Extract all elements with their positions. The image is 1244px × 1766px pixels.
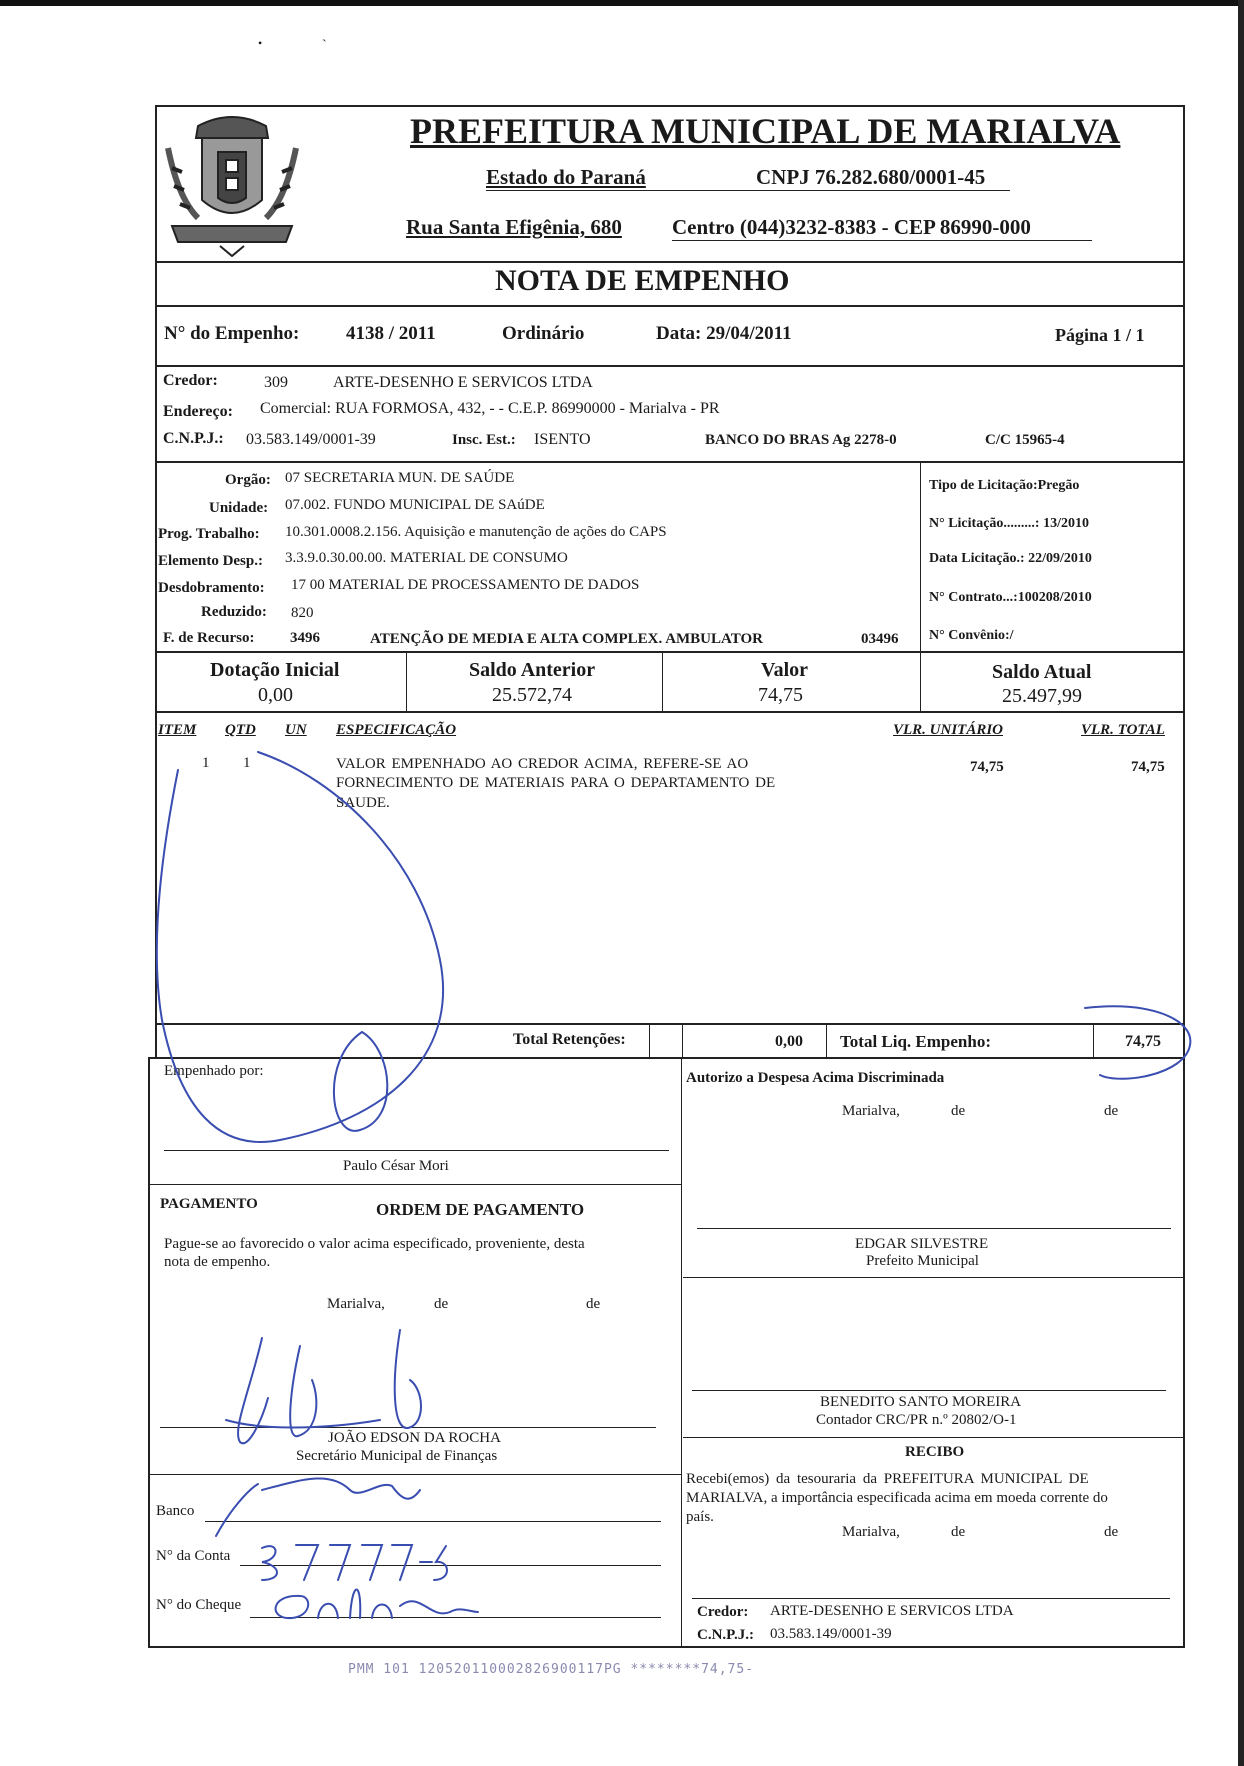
empenhado-section-divider [150, 1184, 681, 1185]
scan-speck: ` [322, 38, 327, 53]
valor-value: 74,75 [758, 684, 803, 706]
dotacao-divider [920, 463, 921, 651]
empenho-type: Ordinário [502, 323, 585, 344]
municipality-cnpj: CNPJ 76.282.680/0001-45 [756, 165, 986, 189]
recibo-text-line: país. [686, 1509, 714, 1525]
scan-border-right [1238, 0, 1244, 1766]
conta-label: N° da Conta [156, 1548, 231, 1564]
state-underline [486, 190, 1010, 191]
total-liquido-label: Total Liq. Empenho: [840, 1032, 991, 1051]
bank-account: C/C 15965-4 [985, 432, 1065, 448]
items-header-especificacao: ESPECIFICAÇÃO [336, 722, 457, 738]
values-divider [920, 653, 921, 711]
secretario-section-divider [150, 1474, 681, 1475]
saldo-anterior-value: 25.572,74 [492, 684, 572, 706]
authentication-print: PMM 101 120520110002826900117PG ********74,75- [348, 1662, 755, 1677]
scan-border-top [0, 0, 1244, 6]
recibo-de: de [1104, 1524, 1119, 1540]
cheque-field-line [250, 1617, 661, 1618]
prefeito-role: Prefeito Municipal [866, 1253, 979, 1269]
items-header-un: UN [285, 722, 307, 738]
page-indicator: Página 1 / 1 [1055, 325, 1145, 345]
items-header-item: ITEM [158, 722, 197, 738]
reduzido-label: Reduzido: [201, 604, 267, 620]
unidade-value: 07.002. FUNDO MUNICIPAL DE SAúDE [285, 497, 545, 513]
ordem-pagamento-title: ORDEM DE PAGAMENTO [376, 1200, 585, 1219]
fonte-recurso-label: F. de Recurso: [163, 630, 255, 646]
contador-role: Contador CRC/PR n.º 20802/O-1 [816, 1412, 1017, 1428]
item-total-value: 74,75 [1131, 759, 1165, 775]
empenhado-por-name: Paulo César Mori [343, 1158, 449, 1174]
item-quantity: 1 [243, 755, 251, 771]
item-unit-value: 74,75 [970, 759, 1004, 775]
empenho-date: Data: 29/04/2011 [656, 323, 792, 344]
lower-section-box [148, 1057, 1185, 1648]
pagamento-text-line: nota de empenho. [164, 1254, 271, 1270]
total-liquido-value: 74,75 [1125, 1033, 1161, 1050]
contador-name: BENEDITO SANTO MOREIRA [820, 1394, 1022, 1410]
values-divider [406, 653, 407, 711]
total-retencoes-label: Total Retenções: [513, 1031, 626, 1048]
item-number: 1 [202, 755, 210, 771]
contador-signature-line [692, 1390, 1166, 1391]
total-retencoes-value: 0,00 [775, 1033, 803, 1050]
document-title: NOTA DE EMPENHO [495, 264, 790, 297]
values-divider [662, 653, 663, 711]
municipality-address-rest: Centro (044)3232-8383 - CEP 86990-000 [672, 215, 1031, 239]
items-header-unit-value: VLR. UNITÁRIO [893, 722, 1004, 738]
recibo-text-line: MARIALVA, a importância especificada acima em moeda corrente do [686, 1490, 1108, 1506]
desdobramento-value: 17 00 MATERIAL DE PROCESSAMENTO DE DADOS [291, 577, 640, 593]
totals-divider [826, 1025, 827, 1057]
autorizo-label: Autorizo a Despesa Acima Discriminada [686, 1070, 945, 1086]
credor-cnpj: 03.583.149/0001-39 [246, 431, 376, 448]
scan-speck: • [258, 36, 263, 50]
orgao-value: 07 SECRETARIA MUN. DE SAÚDE [285, 470, 515, 486]
municipality-title: PREFEITURA MUNICIPAL DE MARIALVA [410, 111, 1121, 151]
credor-name: ARTE-DESENHO E SERVICOS LTDA [333, 374, 593, 391]
prefeito-name: EDGAR SILVESTRE [855, 1236, 989, 1252]
item-description-line: VALOR EMPENHADO AO CREDOR ACIMA, REFERE-SE AO [336, 756, 749, 772]
data-licitacao: Data Licitação.: 22/09/2010 [929, 551, 1092, 566]
banco-label: Banco [156, 1503, 195, 1519]
recibo-text-line: Recebi(emos) da tesouraria da PREFEITURA MUNICIPAL DE [686, 1471, 1089, 1487]
reduzido-value: 820 [291, 605, 314, 621]
empenhado-signature-line [164, 1150, 669, 1151]
prog-trabalho-value: 10.301.0008.2.156. Aquisição e manutenção de ações do CAPS [285, 524, 667, 540]
elemento-value: 3.3.9.0.30.00.00. MATERIAL DE CONSUMO [285, 550, 568, 566]
recibo-signature-line [692, 1598, 1170, 1599]
prefeito-section-divider [683, 1277, 1183, 1278]
items-header-total-value: VLR. TOTAL [1081, 722, 1165, 738]
recibo-cnpj: 03.583.149/0001-39 [770, 1626, 892, 1642]
pagamento-de: de [434, 1296, 449, 1312]
address-underline [672, 240, 1092, 241]
address-label: Endereço: [163, 403, 233, 420]
saldo-atual-label: Saldo Atual [992, 661, 1092, 683]
totals-box [155, 1023, 1185, 1059]
pagamento-text-line: Pague-se ao favorecido o valor acima especificado, proveniente, desta [164, 1236, 585, 1252]
empenhado-por-label: Empenhado por: [164, 1063, 264, 1079]
dotacao-inicial-value: 0,00 [258, 684, 293, 706]
pagamento-place: Marialva, [327, 1296, 385, 1312]
conta-field-line [240, 1565, 661, 1566]
elemento-label: Elemento Desp.: [158, 553, 263, 569]
credor-cnpj-label: C.N.P.J.: [163, 430, 224, 447]
empenho-number: 4138 / 2011 [346, 323, 436, 344]
bank-agency: BANCO DO BRAS Ag 2278-0 [705, 432, 897, 448]
tipo-licitacao: Tipo de Licitação:Pregão [929, 478, 1080, 493]
secretario-name: JOÃO EDSON DA ROCHA [328, 1430, 501, 1446]
lower-center-divider [681, 1059, 682, 1646]
unidade-label: Unidade: [209, 500, 269, 516]
pagamento-de: de [586, 1296, 601, 1312]
item-description-line: SAUDE. [336, 795, 390, 811]
secretario-role: Secretário Municipal de Finanças [296, 1448, 498, 1464]
recibo-credor-name: ARTE-DESENHO E SERVICOS LTDA [770, 1603, 1014, 1619]
credor-address: Comercial: RUA FORMOSA, 432, - - C.E.P. 86990000 - Marialva - PR [260, 400, 720, 417]
secretario-signature-line [160, 1427, 656, 1428]
credor-code: 309 [264, 374, 288, 391]
fonte-recurso-number: 03496 [861, 631, 899, 647]
totals-divider [1093, 1025, 1094, 1057]
banco-field-line [205, 1521, 661, 1522]
fonte-recurso-description: ATENÇÃO DE MEDIA E ALTA COMPLEX. AMBULATOR [370, 631, 763, 647]
pagamento-label: PAGAMENTO [160, 1196, 258, 1212]
autorizo-de: de [951, 1103, 966, 1119]
numero-licitacao: N° Licitação.........: 13/2010 [929, 516, 1089, 531]
saldo-anterior-label: Saldo Anterior [469, 659, 596, 681]
cheque-label: N° do Cheque [156, 1597, 242, 1613]
state-name: Estado do Paraná [486, 165, 646, 189]
state-registration: ISENTO [534, 431, 591, 448]
orgao-label: Orgão: [225, 472, 271, 488]
state-registration-label: Insc. Est.: [452, 432, 516, 448]
numero-convenio: N° Convênio:/ [929, 628, 1014, 643]
recibo-credor-label: Credor: [697, 1604, 749, 1620]
dotacao-inicial-label: Dotação Inicial [210, 659, 340, 681]
item-description-line: FORNECIMENTO DE MATERIAIS PARA O DEPARTAMENTO DE [336, 775, 776, 791]
recibo-place: Marialva, [842, 1524, 900, 1540]
recibo-cnpj-label: C.N.P.J.: [697, 1627, 754, 1643]
recibo-title: RECIBO [905, 1444, 965, 1460]
numero-contrato: N° Contrato...:100208/2010 [929, 590, 1092, 605]
totals-divider [682, 1025, 683, 1057]
totals-divider [649, 1025, 650, 1057]
saldo-atual-value: 25.497,99 [1002, 685, 1082, 707]
recibo-de: de [951, 1524, 966, 1540]
fonte-recurso-code: 3496 [290, 630, 320, 646]
valor-label: Valor [761, 659, 809, 681]
credor-label: Credor: [163, 372, 218, 389]
contador-section-divider [683, 1437, 1183, 1438]
municipality-address: Rua Santa Efigênia, 680 [406, 215, 622, 239]
prefeito-signature-line [697, 1228, 1171, 1229]
desdobramento-label: Desdobramento: [158, 580, 265, 596]
empenho-number-label: N° do Empenho: [164, 323, 300, 344]
autorizo-de: de [1104, 1103, 1119, 1119]
prog-trabalho-label: Prog. Trabalho: [158, 526, 260, 542]
autorizo-place: Marialva, [842, 1103, 900, 1119]
items-header-qtd: QTD [225, 722, 256, 738]
